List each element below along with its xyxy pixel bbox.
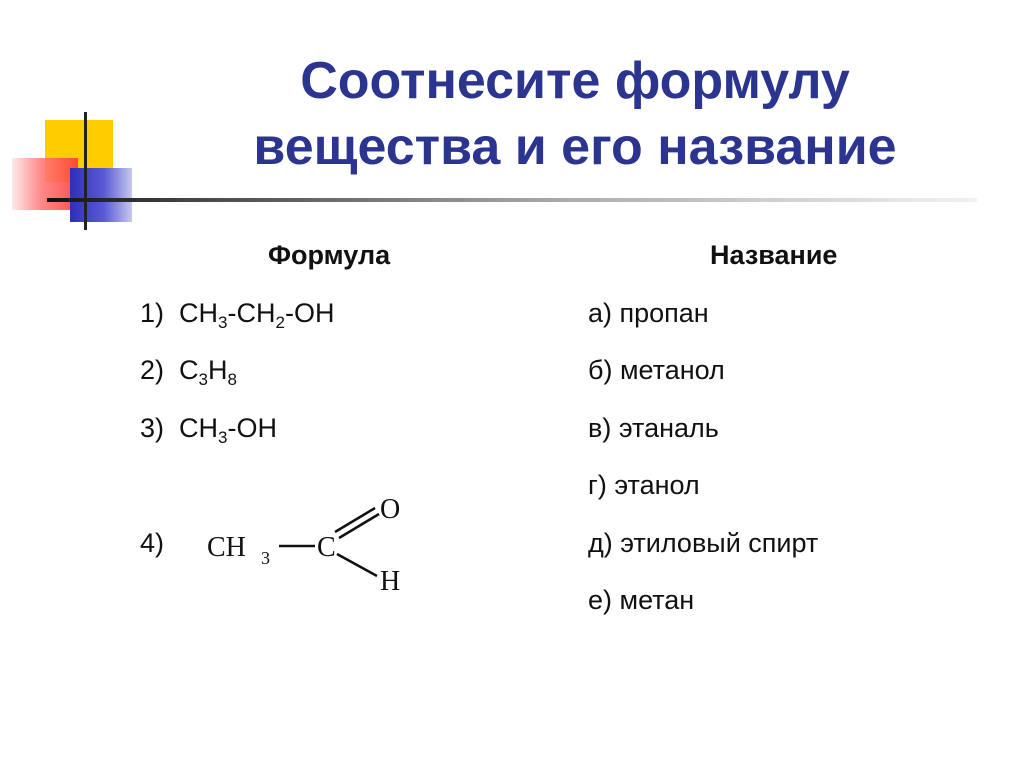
formula-text: CH: [179, 413, 219, 443]
structure-ch: CH: [207, 532, 246, 563]
title-underline: [47, 198, 977, 202]
title-line-2: вещества и его название: [253, 118, 897, 176]
formula-text: H: [208, 355, 228, 385]
vertical-line-decoration: [84, 112, 87, 230]
name-column-heading: Название: [710, 240, 838, 270]
formula-text: -OH: [227, 413, 277, 443]
formula-text: C: [179, 355, 199, 385]
formula-number: 3): [140, 413, 165, 443]
formula-item-4: [140, 528, 164, 559]
formula-item-1: [140, 298, 334, 333]
formula-text: -CH: [227, 298, 276, 328]
name-item-f: е) метан: [588, 585, 695, 615]
structure-oxygen: O: [380, 494, 401, 525]
formula-item-2: [140, 355, 237, 390]
name-item-a: а) пропан: [588, 298, 709, 328]
bond-to-hydrogen: [337, 554, 377, 576]
formula-subscript: 8: [227, 370, 237, 389]
formula-subscript: 3: [198, 370, 208, 389]
structure-hydrogen: H: [380, 566, 401, 597]
formula-number: 1): [140, 298, 165, 328]
formula-column-heading: Формула: [268, 240, 391, 270]
blue-square-decoration: [70, 168, 132, 222]
formula-subscript: 3: [218, 313, 228, 332]
slide-title: [150, 48, 1000, 180]
formula-text: -OH: [284, 298, 335, 328]
name-item-c: в) этаналь: [588, 413, 719, 443]
formula-subscript: 3: [218, 428, 228, 447]
formula-number: 2): [140, 355, 165, 385]
name-item-e: д) этиловый спирт: [588, 528, 819, 558]
structure-carbon: C: [317, 532, 336, 563]
name-item-d: г) этанол: [588, 470, 700, 500]
structure-subscript: 3: [261, 548, 270, 568]
acetaldehyde-structure: [205, 488, 435, 598]
red-square-decoration: [12, 158, 78, 210]
formula-subscript: 2: [275, 313, 285, 332]
formula-number: 4): [140, 528, 165, 558]
formula-item-3: [140, 413, 277, 448]
formula-text: CH: [179, 298, 219, 328]
name-item-b: б) метанол: [588, 355, 725, 385]
title-line-1: Соотнесите формулу: [300, 52, 850, 110]
